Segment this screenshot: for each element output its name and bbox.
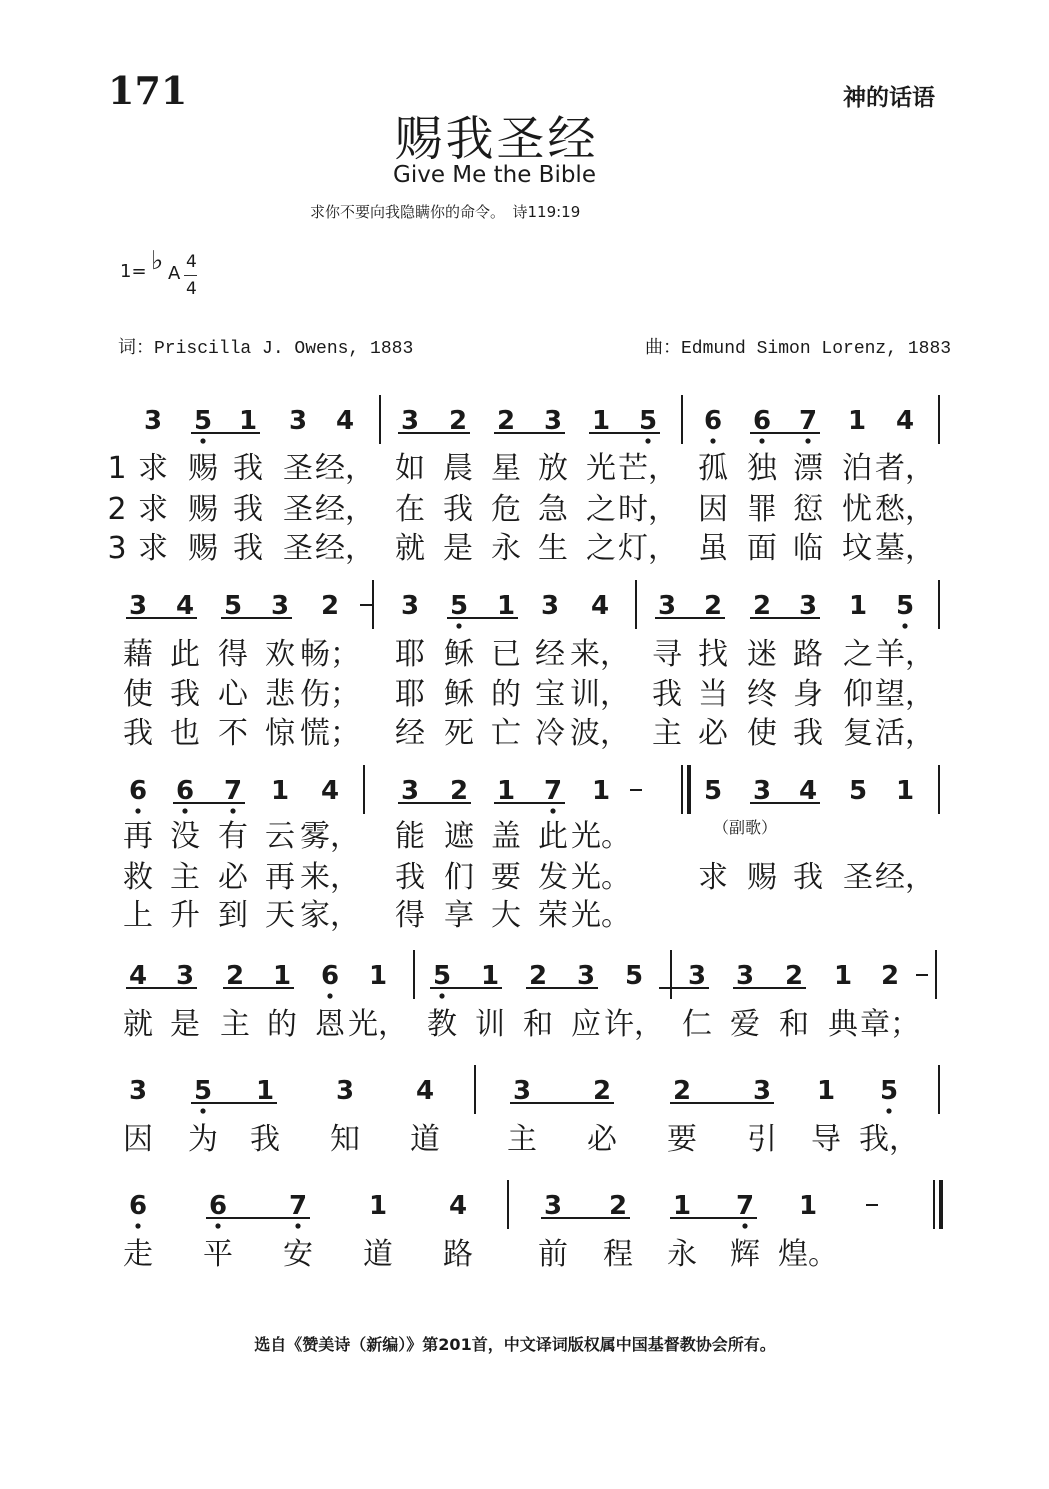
note: 2 xyxy=(703,591,723,621)
note: 1 xyxy=(895,776,915,806)
lyric-char: 独 xyxy=(747,451,777,486)
note: 4 xyxy=(128,961,148,991)
lower-octave-dot xyxy=(200,1108,205,1113)
lyric-char: 求 xyxy=(698,860,728,895)
lyric-char: 危 xyxy=(491,492,521,527)
lower-octave-dot xyxy=(742,1223,747,1228)
note: 3 xyxy=(400,591,420,621)
lyric-char: 伤； xyxy=(300,677,360,712)
lyric-char: 羊， xyxy=(875,637,935,672)
lyric-char: 使 xyxy=(747,716,777,751)
lyric-char: 我 xyxy=(233,531,263,566)
lyric-char: 因 xyxy=(698,492,728,527)
lyric-char: 恩 xyxy=(315,1007,345,1042)
lyric-char: 生 xyxy=(538,531,568,566)
lyric-char: 走 xyxy=(123,1237,153,1272)
lyric-char: 冷 xyxy=(535,716,565,751)
lyric-char: 我 xyxy=(233,451,263,486)
lyric-char: 者， xyxy=(875,451,935,486)
lyric-char: 光。 xyxy=(571,819,631,854)
lyric-char: 经， xyxy=(315,492,375,527)
lyric-char: 我 xyxy=(793,860,823,895)
chorus-label: （副歌） xyxy=(712,818,778,837)
lyric-char: 必 xyxy=(587,1122,617,1157)
lower-octave-dot xyxy=(645,438,650,443)
composer-credit: 曲：Edmund Simon Lorenz, 1883 xyxy=(645,339,952,359)
lyric-char: 前 xyxy=(538,1237,568,1272)
lyric-char: 孤 xyxy=(698,451,728,486)
lyric-char: 漂 xyxy=(793,451,823,486)
note: 2 xyxy=(448,406,468,436)
lyric-char: 我 xyxy=(233,492,263,527)
lyric-char: 道 xyxy=(363,1237,393,1272)
lyric-char: 赐 xyxy=(188,451,218,486)
lyric-char: 许， xyxy=(604,1007,664,1042)
note: 3 xyxy=(128,1076,148,1106)
lyric-char: 慌； xyxy=(300,716,360,751)
note: 4 xyxy=(175,591,195,621)
note: 4 xyxy=(415,1076,435,1106)
hymn-title-chinese: 赐我圣经 xyxy=(394,111,599,167)
lyric-char: 们 xyxy=(444,860,474,895)
lyric-char: 升 xyxy=(170,898,200,933)
lyric-char: 我 xyxy=(652,677,682,712)
note: 3 xyxy=(543,1191,563,1221)
note: 4 xyxy=(335,406,355,436)
lyric-char: 之 xyxy=(843,637,873,672)
note: 3 xyxy=(512,1076,532,1106)
note: 3 xyxy=(752,776,772,806)
note: 3 xyxy=(576,961,596,991)
lyric-char: 爱 xyxy=(730,1007,760,1042)
lyric-char: 惊 xyxy=(265,716,295,751)
lyric-char: 云 xyxy=(265,819,295,854)
lyric-char: 望， xyxy=(875,677,935,712)
lyric-char: 急 xyxy=(538,492,568,527)
key-letter: A xyxy=(168,263,181,284)
lyric-char: 3 xyxy=(107,531,127,566)
lyric-char: 稣 xyxy=(444,677,474,712)
note: 3 xyxy=(128,591,148,621)
lyric-char: 求 xyxy=(138,492,168,527)
note: 2 xyxy=(752,591,772,621)
note: 7 xyxy=(288,1191,308,1221)
note: 1 xyxy=(270,776,290,806)
lyric-char: 必 xyxy=(218,860,248,895)
lyric-char: 圣 xyxy=(283,492,313,527)
lyric-char: 如 xyxy=(395,451,425,486)
note: 5 xyxy=(193,1076,213,1106)
lyric-char: 主 xyxy=(220,1007,250,1042)
note: 4 xyxy=(590,591,610,621)
note: 1 xyxy=(848,591,868,621)
lyric-char: 圣 xyxy=(283,451,313,486)
lyric-char: 要 xyxy=(491,860,521,895)
lyric-char: 我 xyxy=(793,716,823,751)
lyric-char: 就 xyxy=(395,531,425,566)
note: 5 xyxy=(638,406,658,436)
note: 3 xyxy=(540,591,560,621)
time-signature-bottom: 4 xyxy=(186,279,197,299)
lyric-char: 要 xyxy=(667,1122,697,1157)
note: 2 xyxy=(528,961,548,991)
lyric-char: 我 xyxy=(443,492,473,527)
note: 4 xyxy=(798,776,818,806)
lyric-char: 遮 xyxy=(444,819,474,854)
lyric-char: 得 xyxy=(218,637,248,672)
lyric-char: 路 xyxy=(793,637,823,672)
lyric-char: 煌。 xyxy=(778,1237,838,1272)
lyric-char: 晨 xyxy=(443,451,473,486)
lyric-char: 是 xyxy=(170,1007,200,1042)
note: 3 xyxy=(687,961,707,991)
category-label: 神的话语 xyxy=(843,84,935,111)
lyric-char: 路 xyxy=(443,1237,473,1272)
note: 5 xyxy=(449,591,469,621)
lyric-char: 享 xyxy=(444,898,474,933)
lyric-char: 我 xyxy=(395,860,425,895)
note: 3 xyxy=(175,961,195,991)
lyric-char: 也 xyxy=(170,716,200,751)
note: 2 xyxy=(225,961,245,991)
lyric-char: 教 xyxy=(427,1007,457,1042)
lower-octave-dot xyxy=(182,808,187,813)
note: 4 xyxy=(895,406,915,436)
note: 1 xyxy=(255,1076,275,1106)
lyric-char: 为 xyxy=(188,1122,218,1157)
lyric-char: 雾， xyxy=(300,819,360,854)
note: 6 xyxy=(752,406,772,436)
lower-octave-dot xyxy=(710,438,715,443)
lyric-char: 家， xyxy=(300,898,360,933)
note: 3 xyxy=(798,591,818,621)
lyric-char: 上 xyxy=(123,898,153,933)
note: 3 xyxy=(143,406,163,436)
note: 2 xyxy=(320,591,340,621)
lyric-char: 引 xyxy=(747,1122,777,1157)
lyric-char: 泊 xyxy=(842,451,872,486)
lower-octave-dot xyxy=(759,438,764,443)
lyric-char: 藉 xyxy=(123,637,153,672)
lyric-char: 稣 xyxy=(444,637,474,672)
lyric-char: 仁 xyxy=(682,1007,712,1042)
note: 1 xyxy=(672,1191,692,1221)
note: 3 xyxy=(752,1076,772,1106)
note: 3 xyxy=(735,961,755,991)
note: 6 xyxy=(175,776,195,806)
lyric-char: 能 xyxy=(395,819,425,854)
note: 7 xyxy=(735,1191,755,1221)
lower-octave-dot xyxy=(200,438,205,443)
note: 1 xyxy=(368,1191,388,1221)
note: 1 xyxy=(833,961,853,991)
lyric-char: 应 xyxy=(571,1007,601,1042)
lyric-char: 和 xyxy=(523,1007,553,1042)
note: 7 xyxy=(543,776,563,806)
lyric-char: 求 xyxy=(138,451,168,486)
lyric-char: 到 xyxy=(218,898,248,933)
lyric-char: 放 xyxy=(538,451,568,486)
lower-octave-dot xyxy=(327,993,332,998)
lyric-char: 耶 xyxy=(395,637,425,672)
lyric-char: 死 xyxy=(444,716,474,751)
hymn-title-english: Give Me the Bible xyxy=(393,162,596,188)
note: 3 xyxy=(657,591,677,621)
lyric-char: 赐 xyxy=(188,531,218,566)
lower-octave-dot xyxy=(886,1108,891,1113)
note: 5 xyxy=(432,961,452,991)
note: 1 xyxy=(847,406,867,436)
lyric-char: 罪 xyxy=(747,492,777,527)
lyric-char: 的 xyxy=(491,677,521,712)
lyric-char: 主 xyxy=(652,716,682,751)
lyric-char: 经 xyxy=(535,637,565,672)
note: 3 xyxy=(335,1076,355,1106)
lyric-char: 复 xyxy=(843,716,873,751)
note: 2 xyxy=(880,961,900,991)
lyric-char: 墓， xyxy=(875,531,935,566)
note: 2 xyxy=(449,776,469,806)
lyric-char: 导 xyxy=(811,1122,841,1157)
lyric-char: 畅； xyxy=(300,637,360,672)
lyric-char: 光 xyxy=(586,451,616,486)
note: 4 xyxy=(320,776,340,806)
lyric-char: 找 xyxy=(698,637,728,672)
lyric-char: 灯， xyxy=(618,531,678,566)
lyricist-credit: 词：Priscilla J. Owens, 1883 xyxy=(118,339,414,359)
note: 1 xyxy=(591,406,611,436)
lyric-char: 得 xyxy=(395,898,425,933)
note: 1 xyxy=(480,961,500,991)
lyric-char: 经， xyxy=(315,451,375,486)
note: 6 xyxy=(208,1191,228,1221)
lyric-char: 训， xyxy=(570,677,630,712)
lyric-char: 芒， xyxy=(618,451,678,486)
note: 2 xyxy=(672,1076,692,1106)
note: 5 xyxy=(879,1076,899,1106)
lyric-char: 临 xyxy=(793,531,823,566)
note: 3 xyxy=(288,406,308,436)
note: 7 xyxy=(223,776,243,806)
lyric-char: 来， xyxy=(570,637,630,672)
lyric-char: 求 xyxy=(138,531,168,566)
copyright-footer: 选自《赞美诗（新编）》第201首，中文译词版权属中国基督教协会所有。 xyxy=(254,1335,776,1354)
note: 3 xyxy=(400,776,420,806)
lyric-char: 之 xyxy=(586,492,616,527)
lyric-char: 荣 xyxy=(538,898,568,933)
lyric-char: 虽 xyxy=(698,531,728,566)
lyric-char: 身 xyxy=(793,677,823,712)
lyric-char: 再 xyxy=(123,819,153,854)
lyric-char: 永 xyxy=(491,531,521,566)
note: 1 xyxy=(496,591,516,621)
flat-symbol: ♭ xyxy=(151,246,164,276)
lyric-char: 时， xyxy=(618,492,678,527)
lyric-char: 有 xyxy=(218,819,248,854)
lyric-char: 训 xyxy=(475,1007,505,1042)
note: 6 xyxy=(128,1191,148,1221)
lower-octave-dot xyxy=(456,623,461,628)
lyric-char: 因 xyxy=(123,1122,153,1157)
lyric-char: 1 xyxy=(107,451,127,486)
note: 1 xyxy=(496,776,516,806)
lyric-char: 愆 xyxy=(793,492,823,527)
lyric-char: 必 xyxy=(698,716,728,751)
lyric-char: 仰 xyxy=(843,677,873,712)
scripture-verse: 求你不要向我隐瞒你的命令。 诗119:19 xyxy=(310,203,581,221)
lyric-char: 道 xyxy=(410,1122,440,1157)
lyric-char: 程 xyxy=(603,1237,633,1272)
lyric-char: 活， xyxy=(875,716,935,751)
lyric-char: 的 xyxy=(267,1007,297,1042)
lyric-char: 终 xyxy=(747,677,777,712)
lyric-char: 和 xyxy=(779,1007,809,1042)
lower-octave-dot xyxy=(805,438,810,443)
lyric-char: 之 xyxy=(586,531,616,566)
lyric-char: 是 xyxy=(443,531,473,566)
note: 1 xyxy=(591,776,611,806)
lyric-char: 我 xyxy=(250,1122,280,1157)
lyric-char: 心 xyxy=(218,677,248,712)
note: 3 xyxy=(400,406,420,436)
note: 2 xyxy=(608,1191,628,1221)
lyric-char: 经， xyxy=(875,860,935,895)
lyric-char: 赐 xyxy=(188,492,218,527)
lyric-char: 耶 xyxy=(395,677,425,712)
lyric-char: 星 xyxy=(491,451,521,486)
note: 6 xyxy=(320,961,340,991)
lyric-char: 就 xyxy=(123,1007,153,1042)
lyric-char: 光。 xyxy=(571,860,631,895)
lyric-char: 知 xyxy=(330,1122,360,1157)
lyric-char: 天 xyxy=(265,898,295,933)
note: 7 xyxy=(798,406,818,436)
lower-octave-dot xyxy=(135,808,140,813)
lyric-char: 光。 xyxy=(571,898,631,933)
note: 6 xyxy=(703,406,723,436)
lyric-char: 我 xyxy=(170,677,200,712)
note: 5 xyxy=(223,591,243,621)
note: 1 xyxy=(238,406,258,436)
lyric-char: 2 xyxy=(107,492,127,527)
lyric-char: 辉 xyxy=(730,1237,760,1272)
lyric-char: 主 xyxy=(507,1122,537,1157)
lower-octave-dot xyxy=(439,993,444,998)
lyric-char: 寻 xyxy=(652,637,682,672)
note: 2 xyxy=(784,961,804,991)
lyric-char: 圣 xyxy=(843,860,873,895)
time-signature-top: 4 xyxy=(186,252,197,272)
lyric-char: 已 xyxy=(491,637,521,672)
lyric-char: 欢 xyxy=(265,637,295,672)
note: 5 xyxy=(848,776,868,806)
lower-octave-dot xyxy=(550,808,555,813)
lyric-char: 没 xyxy=(170,819,200,854)
note: 4 xyxy=(448,1191,468,1221)
lyric-char: 主 xyxy=(170,860,200,895)
lyric-char: 安 xyxy=(283,1237,313,1272)
lyric-char: 波， xyxy=(570,716,630,751)
lyric-char: 光， xyxy=(348,1007,408,1042)
lyric-char: 迷 xyxy=(747,637,777,672)
note: 2 xyxy=(592,1076,612,1106)
note: 1 xyxy=(816,1076,836,1106)
lyric-char: 平 xyxy=(203,1237,233,1272)
note: 1 xyxy=(272,961,292,991)
lyric-char: 救 xyxy=(123,860,153,895)
note: 1 xyxy=(798,1191,818,1221)
lyric-char: 亡 xyxy=(491,716,521,751)
lower-octave-dot xyxy=(230,808,235,813)
lyric-char: 此 xyxy=(170,637,200,672)
note: 3 xyxy=(543,406,563,436)
lyric-char: 经， xyxy=(315,531,375,566)
lyric-char: 再 xyxy=(265,860,295,895)
lyric-char: 面 xyxy=(747,531,777,566)
lyric-char: 经 xyxy=(395,716,425,751)
lyric-char: 我， xyxy=(859,1122,919,1157)
lower-octave-dot xyxy=(295,1223,300,1228)
lyric-char: 永 xyxy=(667,1237,697,1272)
lyric-char: 此 xyxy=(538,819,568,854)
lyric-char: 圣 xyxy=(283,531,313,566)
lyric-char: 不 xyxy=(218,716,248,751)
lyric-char: 坟 xyxy=(842,531,872,566)
lyric-char: 愁， xyxy=(875,492,935,527)
note: 5 xyxy=(624,961,644,991)
lyric-char: 盖 xyxy=(491,819,521,854)
note: 2 xyxy=(496,406,516,436)
lower-octave-dot xyxy=(215,1223,220,1228)
lyric-char: 发 xyxy=(538,860,568,895)
note: 6 xyxy=(128,776,148,806)
lyric-char: 来， xyxy=(300,860,360,895)
note: 3 xyxy=(270,591,290,621)
lyric-char: 大 xyxy=(491,898,521,933)
lyric-char: 忧 xyxy=(842,492,872,527)
lyric-char: 使 xyxy=(123,677,153,712)
note: 5 xyxy=(895,591,915,621)
lyric-char: 我 xyxy=(123,716,153,751)
lyric-char: 宝 xyxy=(535,677,565,712)
hymn-number: 171 xyxy=(108,68,188,113)
note: 5 xyxy=(193,406,213,436)
lower-octave-dot xyxy=(902,623,907,628)
note: 5 xyxy=(703,776,723,806)
lyric-char: 在 xyxy=(395,492,425,527)
key-prefix: 1= xyxy=(120,261,147,282)
lyric-char: 赐 xyxy=(747,860,777,895)
lyric-char: 悲 xyxy=(265,677,295,712)
lyric-char: 当 xyxy=(698,677,728,712)
lyric-char: 典 xyxy=(828,1007,858,1042)
lyric-char: 章； xyxy=(860,1007,920,1042)
note: 1 xyxy=(368,961,388,991)
lower-octave-dot xyxy=(135,1223,140,1228)
